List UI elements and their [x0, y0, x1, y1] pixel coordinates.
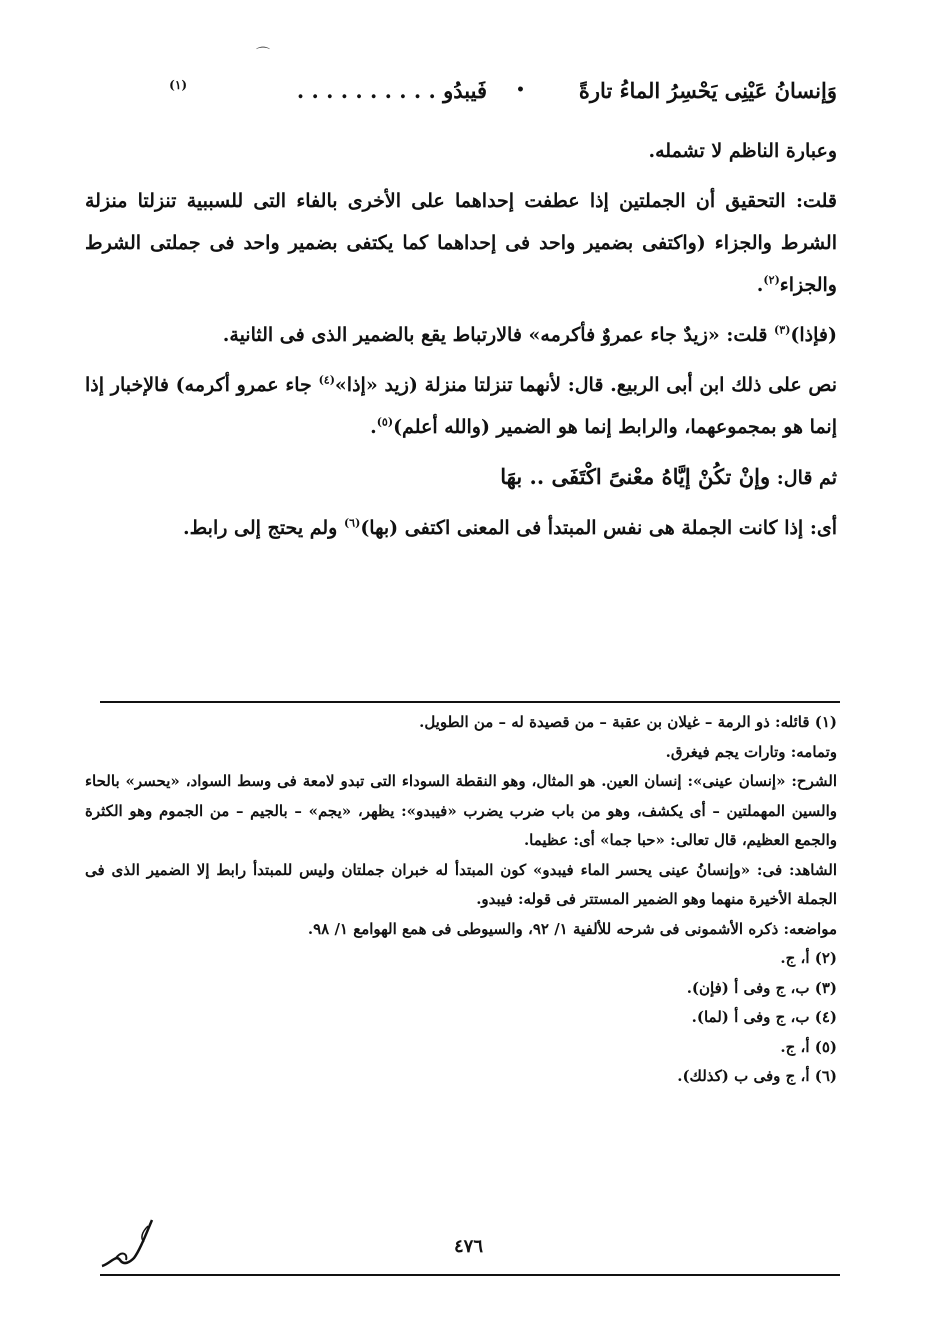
footnote-ref: (٢): [763, 273, 780, 287]
paragraph-text: أى: إذا كانت الجملة هى نفس المبتدأ فى المعنى اكتفى (بها): [360, 517, 837, 539]
footnote-ref: (٤): [318, 373, 335, 387]
verse-first-hemistich: وَإنسانُ عَيْنِى يَحْسِرُ الماءُ تارةً: [578, 78, 837, 103]
page-number: ٤٧٦: [453, 1236, 483, 1257]
paragraph-text: قلت: «زيدٌ جاء عمروٌ فأكرمه» فالارتباط يقع بالضمير الذى فى الثانية.: [222, 324, 775, 346]
verse-separator-dot: •: [516, 82, 525, 98]
paragraph-text: جاء عمرو أكرمه) فالإخبار إذا إنما هو بمجموعهما، والرابط إنما هو الضمير (والله أعلم): [85, 374, 837, 438]
footnote-ref: (١): [169, 78, 187, 92]
footnote: (٣) ب، ج وفى أ (فإن).: [686, 978, 837, 997]
footnote: (٤) ب، ج وفى أ (لما).: [691, 1008, 837, 1026]
footnote: (٦) أ، ج وفى ب (كذلك).: [677, 1067, 837, 1085]
footnote-ref: (٥): [376, 415, 394, 429]
footnote: (٢) أ، ج.: [780, 949, 837, 967]
footnote: مواضعه: ذكره الأشمونى فى شرحه للألفية ١/ ٩٢، والسيوطى فى همع الهوامع ١/ ٩٨.: [307, 919, 837, 938]
verse-second-hemistich: فَيبدُو . . . . . . . . . .: [296, 78, 487, 103]
paragraph: [85, 507, 837, 549]
footnote: (٥) أ، ج.: [780, 1037, 837, 1056]
paragraph-text: نص على ذلك ابن أبى الربيع. قال: لأنهما تنزلتا منزلة (زيد «إذا»: [334, 374, 837, 396]
paragraph: وعبارة الناظم لا تشمله.: [648, 140, 837, 162]
paragraph-text: ولم يحتج إلى رابط.: [183, 517, 344, 539]
verse-line: [77, 78, 837, 122]
paragraph-label: ثم قال:: [776, 467, 837, 489]
footnote-ref: (٦): [343, 516, 361, 530]
footnotes: [85, 708, 837, 1092]
paragraph-text: قلت: التحقيق أن الجملتين إذا عطفت إحداهما على الأخرى بالفاء التى للسببية تنزلتا منزلة الشرط والجزاء (واكتفى بضمير واحد فى إحداهما كما يكتفى بضمير واحد فى جملتى الشرط والجزاء: [85, 190, 837, 296]
footnote-separator: [100, 701, 840, 703]
paragraph: نص على ذلك ابن أبى الربيع. قال: لأنهما تنزلتا منزلة (زيد «إذا»$^{(٤)}$ جاء عمرو أكرمه) فالإخبار إذا إنما هو بمجموعهما، والرابط إنما هو الضمير (والله أعلم)$^{(٥)}$.: [85, 373, 837, 438]
scan-mark: ⌒: [256, 47, 270, 63]
footnote: الشرح: «إنسان عينى»: إنسان العين. هو المثال، وهو النقطة السوداء التى تبدو لامعة فى وسط السواد، «يحسر» بالحاء والسين المهملتين – أى يكشف، وهو من باب ضرب يضرب «فيبدو»: يظهر، «يجم» – بالجيم – من الجموم وهو الكثرة والجمع العظيم، قال تعالى: «حبا جما» أى: عظيما.: [85, 772, 837, 849]
footnote-ref: (٣): [774, 323, 791, 337]
footnote: الشاهد: فى: «وإنسانُ عينى يحسر الماء فيبدو» كون المبتدأ له خبران جملتان وليس للمبتدأ رابط إلا الضمير الذى فى الجملة الأخيرة منهما وهو الضمير المستتر فى قوله: فيبدو.: [85, 860, 837, 908]
footnote: (١) قائله: ذو الرمة – غيلان بن عقبة – من قصيدة له – من الطويل.: [419, 713, 837, 731]
paragraph: [85, 456, 837, 499]
main-text: [85, 130, 837, 549]
paragraph: [85, 314, 837, 356]
paragraph: قلت: التحقيق أن الجملتين إذا عطفت إحداهما على الأخرى بالفاء التى للسببية تنزلتا منزلة الشرط والجزاء (واكتفى بضمير واحد فى إحداهما كما يكتفى بضمير واحد فى جملتى الشرط والجزاء$^{(٢)}$.: [85, 190, 837, 296]
paragraph-text: (فإذا): [790, 324, 837, 346]
footnote: وتمامه: وتارات يجم فيغرق.: [665, 742, 837, 761]
page-bottom-rule: [100, 1274, 840, 1276]
verse-quote: وإنْ تكُنْ إيَّاهُ معْنىً اكْتَفَى .. بهَا: [500, 464, 771, 489]
